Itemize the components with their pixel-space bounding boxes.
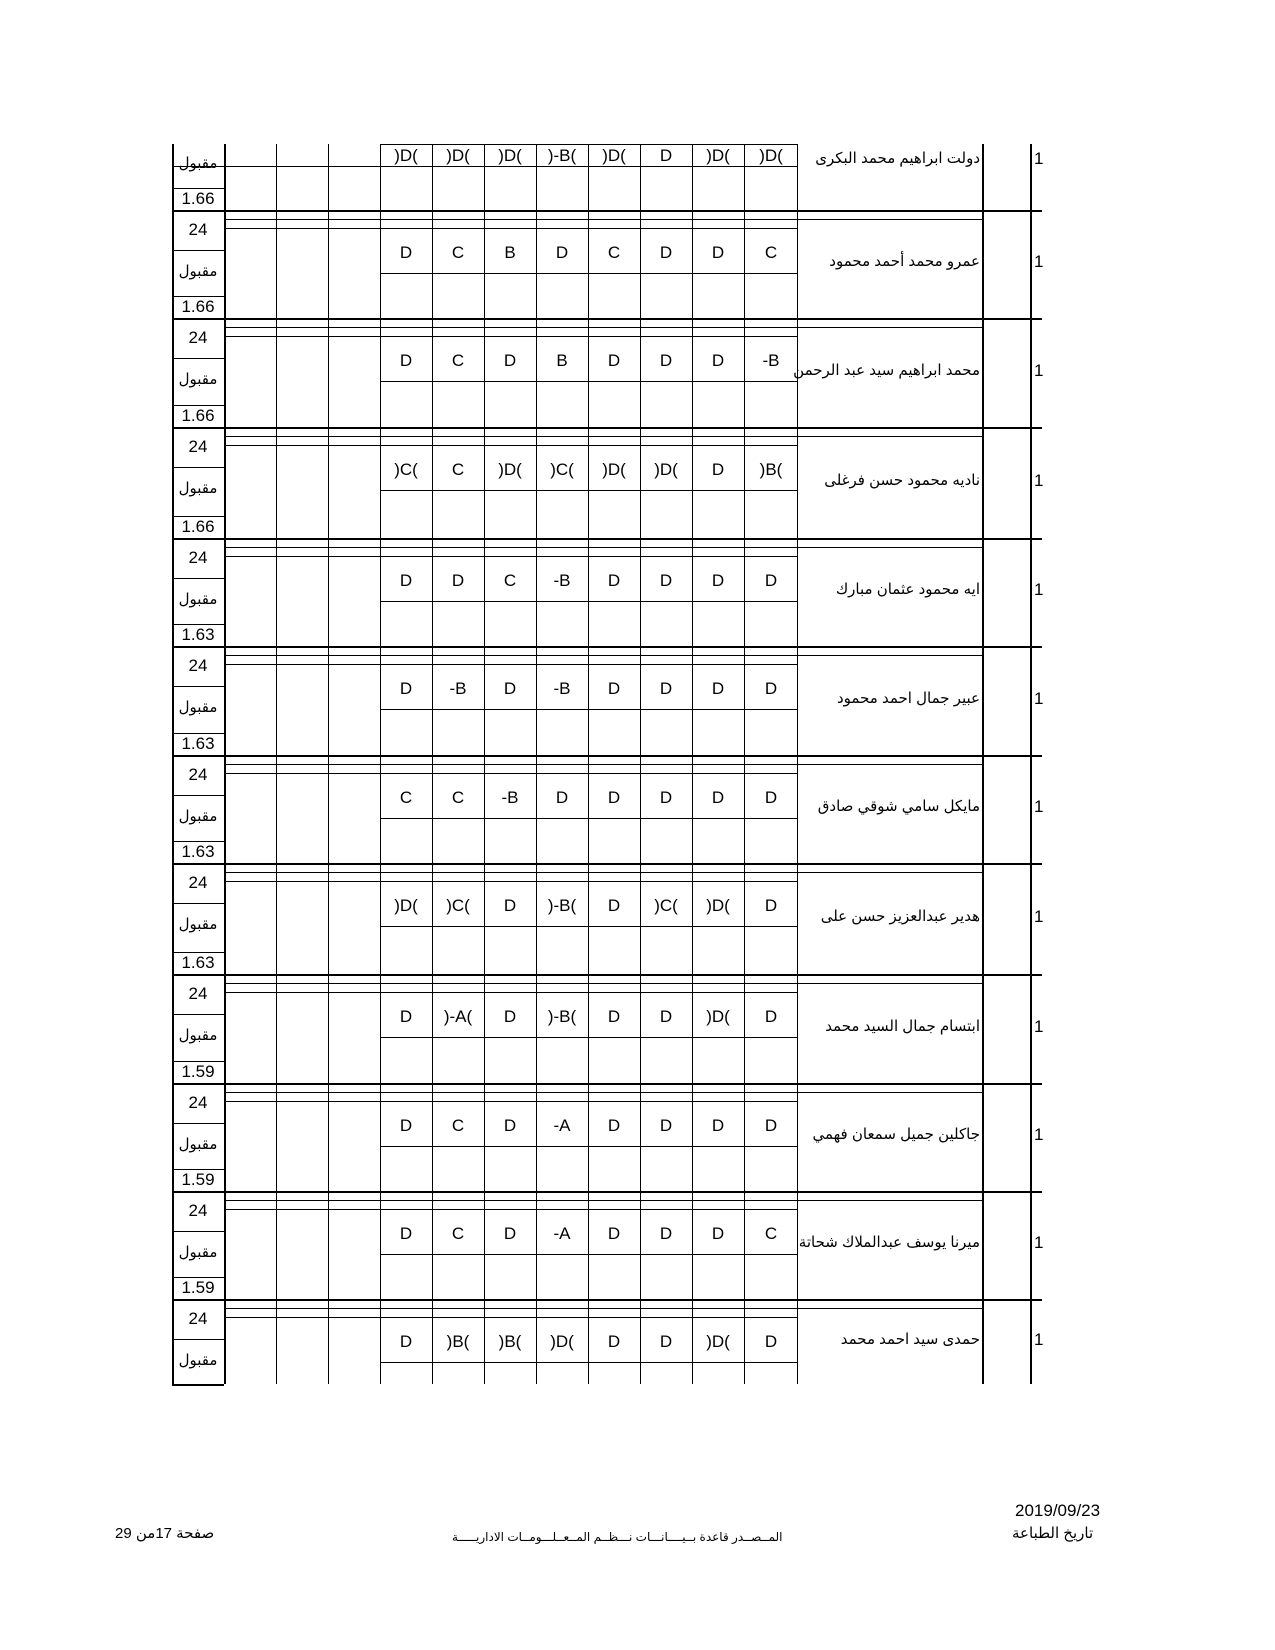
row-subline (224, 228, 380, 229)
row-subline (224, 1101, 380, 1102)
grade-cell: D (399, 1116, 413, 1135)
grade-cell: D (659, 1116, 673, 1135)
grade-cell: D (399, 351, 413, 370)
grade-line (380, 1037, 797, 1038)
credits-line (172, 467, 224, 468)
grade-cell: )D( (550, 1332, 574, 1351)
serial-number: 1 (1034, 1233, 1044, 1252)
credit-hours: 24 (188, 873, 208, 892)
grade-top-line (380, 1209, 797, 1210)
grade-line (380, 273, 797, 274)
grade-cell: D (711, 679, 725, 698)
row-subline (224, 219, 982, 220)
grade-line (380, 818, 797, 819)
grade-cell: D (659, 351, 673, 370)
serial-number: 1 (1034, 1016, 1044, 1036)
row-subline (224, 445, 380, 446)
grade-top-line (380, 1317, 797, 1318)
grade-status: مقبول (178, 916, 218, 933)
grade-cell: D (711, 243, 725, 262)
grade-cell: )B( (498, 1332, 522, 1351)
serial-number: 1 (1034, 360, 1044, 380)
page-number: صفحة 17من 29 (115, 1525, 215, 1542)
grade-cell: D (764, 571, 778, 590)
grade-cell: )D( (706, 146, 730, 165)
credits-line (172, 250, 224, 251)
row-subline (224, 1209, 380, 1210)
row-separator (172, 646, 1042, 648)
grade-cell: -B (553, 679, 571, 698)
gpa-value: 1.66 (181, 517, 215, 536)
student-name: ابتسام جمال السيد محمد (825, 1017, 980, 1035)
grade-cell: )C( (394, 460, 418, 479)
grade-status: مقبول (178, 699, 218, 716)
grade-cell: D (607, 1116, 621, 1135)
credits-line (172, 1339, 224, 1340)
row-subline (224, 764, 982, 765)
grade-cell: D (399, 571, 413, 590)
grade-status: مقبول (178, 1027, 218, 1044)
grade-cell: )-B( (547, 896, 577, 915)
gpa-value: 1.63 (181, 953, 215, 972)
grade-top-line (380, 1101, 797, 1102)
row-subline (224, 655, 982, 656)
serial-number: 1 (1034, 688, 1044, 708)
grade-cell: D (659, 679, 673, 698)
grade-cell: C (764, 1224, 778, 1243)
credits-line (172, 1123, 224, 1124)
serial-number: 1 (1034, 470, 1044, 490)
serial-number: 1 (1034, 1329, 1044, 1349)
grade-cell: D (503, 679, 517, 698)
grade-cell: )D( (394, 896, 418, 915)
credit-hours: 24 (188, 1201, 208, 1220)
student-name: ايه محمود عثمان مبارك (835, 581, 980, 598)
grade-cell: D (659, 146, 673, 165)
grade-cell: C (451, 788, 465, 807)
student-name: ناديه محمود حسن فرغلى (824, 471, 980, 489)
credits-line (172, 578, 224, 579)
row-subline (224, 872, 982, 873)
grade-cell: D (399, 1224, 413, 1243)
serial-number: 1 (1034, 252, 1044, 271)
credit-hours: 24 (188, 984, 208, 1003)
grade-cell: D (659, 788, 673, 807)
credit-hours: 24 (188, 220, 208, 239)
grade-cell: )C( (550, 460, 574, 479)
student-name: ميرنا يوسف عبدالملاك شحاتة (798, 1234, 980, 1251)
grade-cell: D (659, 1007, 673, 1026)
grade-cell: )D( (706, 1332, 730, 1351)
grade-line (380, 926, 797, 927)
grade-cell: )D( (706, 1007, 730, 1026)
grade-top-line (380, 336, 797, 337)
row-subline (224, 664, 380, 665)
row-subline (224, 436, 982, 437)
credits-line (172, 903, 224, 904)
grade-cell: -B (553, 571, 571, 590)
credit-hours: 24 (188, 765, 208, 784)
serial-number: 1 (1034, 1125, 1044, 1144)
grade-cell: D (607, 351, 621, 370)
grade-cell: C (451, 1224, 465, 1243)
grade-cell: )D( (446, 146, 470, 165)
grade-top-line (380, 881, 797, 882)
row-subline (224, 336, 380, 337)
credit-hours: 24 (188, 548, 208, 567)
grade-status: مقبول (178, 1244, 218, 1261)
grade-cell: D (399, 1007, 413, 1026)
student-name: محمد ابراهيم سيد عبد الرحمن (793, 361, 980, 379)
credit-hours: 24 (188, 328, 208, 347)
student-name: جاكلين جميل سمعان فهمي (812, 1126, 980, 1143)
grade-cell: C (503, 571, 517, 590)
grade-top-line (380, 992, 797, 993)
grade-cell: )D( (602, 460, 626, 479)
gpa-value: 1.59 (181, 1278, 215, 1297)
grade-cell: )-B( (547, 146, 577, 165)
row-subline (224, 1200, 982, 1201)
grade-cell: D (607, 896, 621, 915)
grade-top-line (380, 664, 797, 665)
grade-cell: )D( (654, 460, 678, 479)
grade-top-line (380, 773, 797, 774)
grade-cell: )D( (498, 146, 522, 165)
grade-status: مقبول (178, 591, 218, 608)
row-subline (224, 166, 380, 167)
grade-cell: C (764, 243, 778, 262)
table-bottom (172, 1384, 224, 1386)
grade-cell: )D( (759, 146, 783, 165)
grade-cell: B (556, 351, 568, 370)
grade-cell: D (555, 788, 569, 807)
grade-top-line (380, 556, 797, 557)
grade-cell: D (503, 1224, 517, 1243)
grade-cell: D (764, 896, 778, 915)
student-name: مايكل سامي شوقي صادق (817, 798, 980, 815)
grade-cell: C (399, 788, 413, 807)
gpa-value: 1.66 (181, 297, 215, 316)
grade-cell: )D( (498, 460, 522, 479)
grade-cell: D (503, 1007, 517, 1026)
row-subline (224, 1308, 982, 1309)
grade-cell: D (607, 571, 621, 590)
grade-line (380, 381, 797, 382)
grade-cell: D (399, 679, 413, 698)
grade-cell: C (451, 243, 465, 262)
grade-cell: D (711, 788, 725, 807)
row-subline (224, 327, 982, 328)
credits-line (172, 1014, 224, 1015)
gpa-value: 1.63 (181, 842, 215, 861)
grade-cell: )B( (446, 1332, 470, 1351)
gpa-value: 1.63 (181, 734, 215, 753)
grade-cell: D (764, 1007, 778, 1026)
grade-top-line (380, 228, 797, 229)
grade-cell: C (451, 351, 465, 370)
student-name: هدير عبدالعزيز حسن على (820, 907, 980, 925)
grade-status: مقبول (178, 480, 218, 497)
grade-cell: D (711, 460, 725, 479)
row-separator (172, 1083, 1042, 1085)
row-subline (224, 556, 380, 557)
row-separator (172, 1299, 1042, 1301)
gpa-value: 1.63 (181, 625, 215, 644)
grade-cell: D (607, 1224, 621, 1243)
grade-cell: D (607, 1332, 621, 1351)
grade-cell: )-A( (443, 1007, 473, 1026)
row-subline (224, 992, 380, 993)
row-subline (224, 983, 982, 984)
grade-line (380, 490, 797, 491)
student-name: دولت ابراهيم محمد البكرى (815, 150, 980, 167)
grade-cell: )B( (759, 460, 783, 479)
gpa-value: 1.59 (181, 1170, 215, 1189)
grade-status: مقبول (178, 155, 218, 172)
grade-status: مقبول (178, 263, 218, 280)
credit-hours: 24 (188, 437, 208, 456)
grade-cell: D (659, 1224, 673, 1243)
credit-hours: 24 (188, 1093, 208, 1112)
grade-status: مقبول (178, 1352, 218, 1369)
student-name: عبير جمال احمد محمود (837, 689, 980, 707)
source-note: المــصــدر قاعدة بــيــــانـــات نـــظــم المــعــلـــومــات الاداريـــــة (452, 1530, 783, 1544)
grade-cell: D (659, 243, 673, 262)
grade-cell: D (607, 788, 621, 807)
row-separator (172, 1191, 1042, 1193)
credits-line (172, 795, 224, 796)
student-name: عمرو محمد أحمد محمود (829, 253, 980, 270)
print-date: 2019/09/23 (1015, 1501, 1101, 1520)
grade-cell: -A (553, 1116, 571, 1135)
row-subline (224, 1317, 380, 1318)
grade-cell: C (451, 1116, 465, 1135)
grade-cell: D (607, 679, 621, 698)
grade-cell: )-B( (547, 1007, 577, 1026)
grade-cell: D (764, 788, 778, 807)
serial-number: 1 (1034, 797, 1044, 816)
credit-hours: 24 (188, 656, 208, 675)
row-separator (172, 863, 1042, 865)
row-separator (172, 318, 1042, 320)
grade-cell: D (399, 243, 413, 262)
credits-line (172, 358, 224, 359)
grade-cell: -A (553, 1224, 571, 1243)
grade-cell: D (503, 896, 517, 915)
grade-cell: D (659, 571, 673, 590)
grade-cell: D (399, 1332, 413, 1351)
grade-line (380, 1146, 797, 1147)
grade-status: مقبول (178, 808, 218, 825)
serial-number: 1 (1034, 906, 1044, 926)
grade-cell: B (504, 243, 516, 262)
grade-cell: D (555, 243, 569, 262)
grade-cell: )C( (654, 896, 678, 915)
grade-status: مقبول (178, 1136, 218, 1153)
grade-cell: )D( (602, 146, 626, 165)
grade-cell: D (451, 571, 465, 590)
grade-cell: -B (501, 788, 519, 807)
grade-top-line (380, 445, 797, 446)
gpa-value: 1.66 (181, 189, 215, 208)
grade-line (380, 709, 797, 710)
grid-vline (1030, 144, 1032, 1384)
grade-cell: D (711, 571, 725, 590)
print-date-label: تاريخ الطباعة (1012, 1525, 1094, 1542)
row-separator (172, 427, 1042, 429)
grade-cell: D (764, 1116, 778, 1135)
grade-cell: D (711, 351, 725, 370)
grid-vline (982, 144, 984, 1384)
grade-status: مقبول (178, 371, 218, 388)
grade-cell: D (711, 1116, 725, 1135)
grade-cell: )C( (446, 896, 470, 915)
grade-line (380, 1362, 797, 1363)
serial-number: 1 (1034, 149, 1044, 168)
grade-cell: D (764, 679, 778, 698)
credits-line (172, 1231, 224, 1232)
gpa-value: 1.66 (181, 406, 215, 425)
row-separator (172, 755, 1042, 757)
grade-cell: D (607, 1007, 621, 1026)
grade-cell: D (711, 1224, 725, 1243)
row-separator (172, 210, 1042, 212)
row-subline (224, 1092, 982, 1093)
student-name: حمدى سيد احمد محمد (840, 1330, 980, 1348)
grade-cell: D (659, 1332, 673, 1351)
grade-line (380, 1254, 797, 1255)
serial-number: 1 (1034, 580, 1044, 599)
grade-cell: )D( (706, 896, 730, 915)
row-subline (224, 881, 380, 882)
gpa-value: 1.59 (181, 1062, 215, 1081)
credit-hours: 24 (188, 1309, 208, 1328)
grade-cell: D (503, 351, 517, 370)
credits-line (172, 686, 224, 687)
row-separator (172, 538, 1042, 540)
grade-cell: C (451, 460, 465, 479)
grade-cell: -B (449, 679, 467, 698)
grade-cell: D (764, 1332, 778, 1351)
row-separator (172, 974, 1042, 976)
row-subline (224, 773, 380, 774)
grade-cell: )D( (394, 146, 418, 165)
grade-cell: -B (762, 351, 780, 370)
grade-line (380, 601, 797, 602)
grade-cell: C (607, 243, 621, 262)
grade-cell: D (503, 1116, 517, 1135)
row-subline (224, 547, 982, 548)
